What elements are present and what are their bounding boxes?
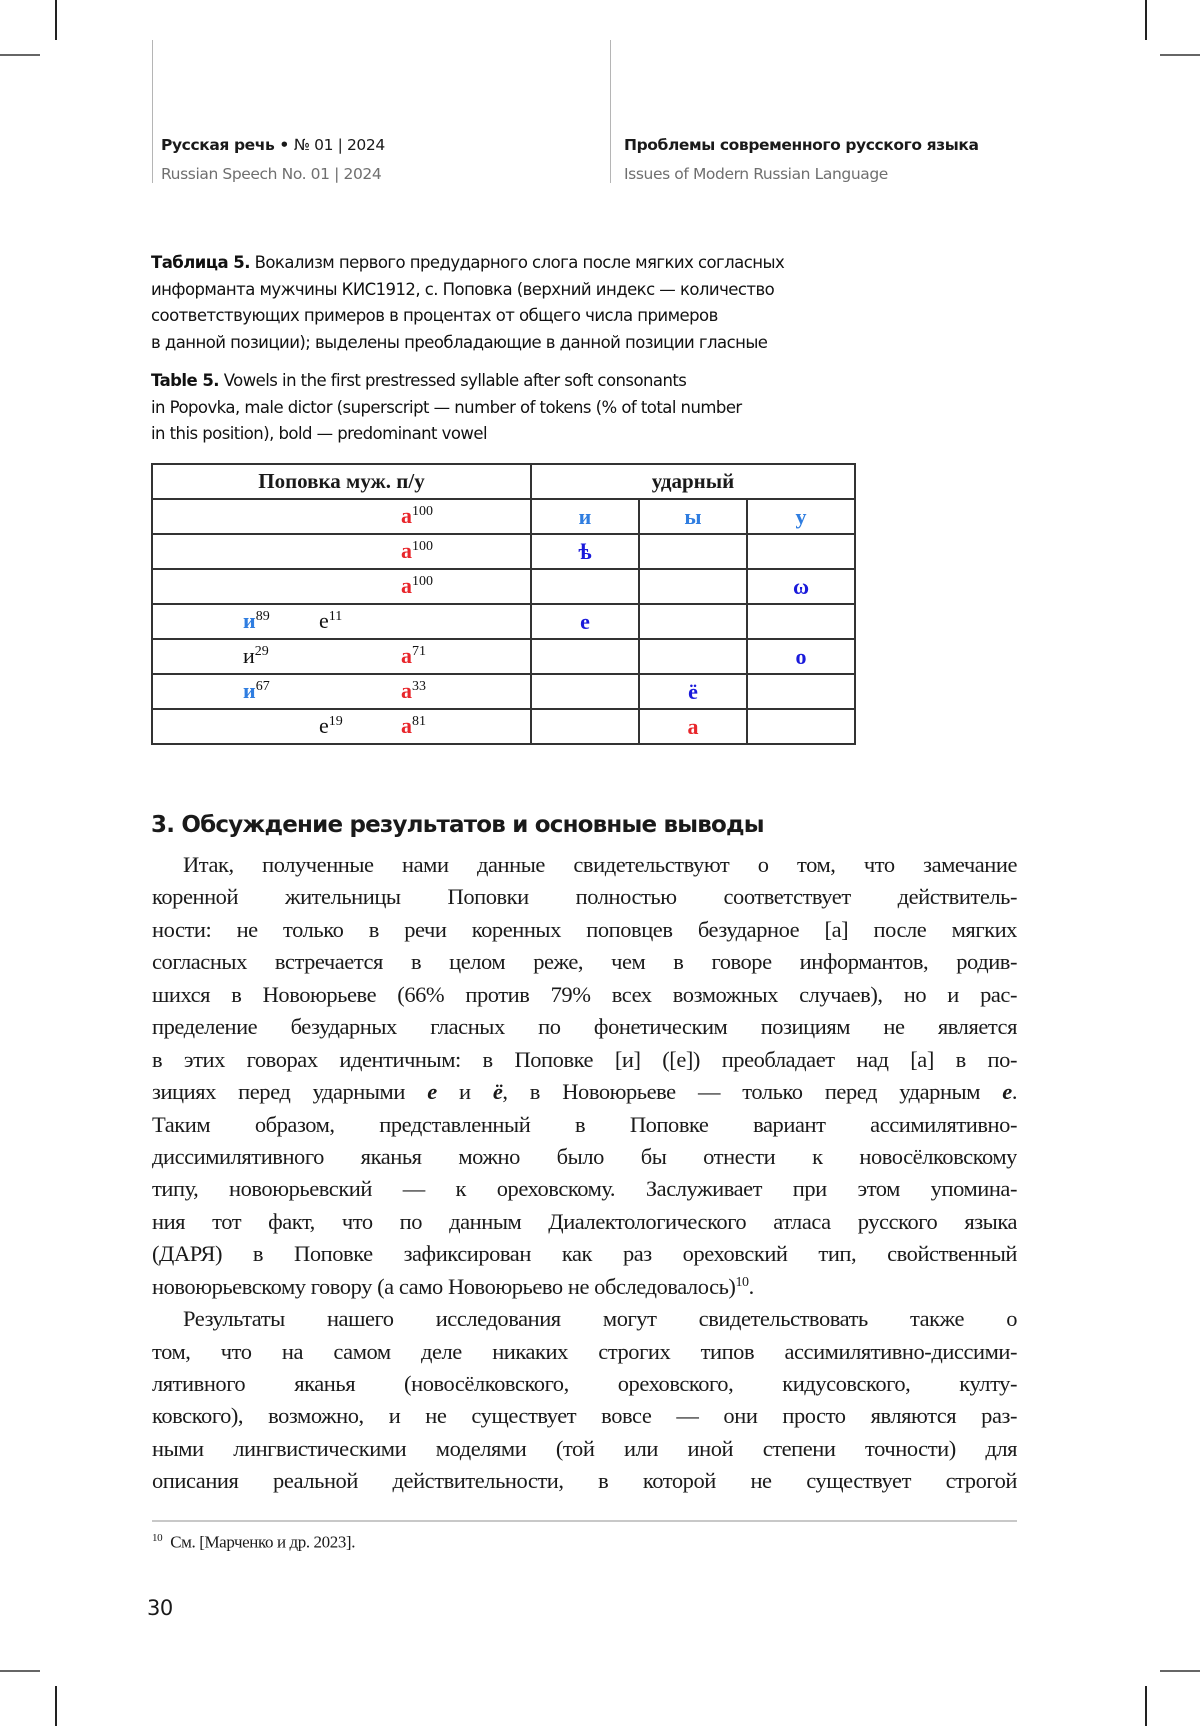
text-line: диссимилятивного яканья можно было бы отнести к новосёлковскому — [152, 1143, 1017, 1169]
vowel-with-percent: $е^{11}$ — [319, 608, 343, 633]
footnote — [152, 1532, 355, 1553]
vowel-with-percent: $а^{100}$ — [401, 503, 433, 528]
text-line — [152, 1076, 1017, 1108]
unstressed-cell — [152, 569, 531, 604]
text-line: ковского), возможно, и не существует вовсе — они просто являются раз- — [152, 1403, 1017, 1429]
unstressed-cell — [152, 709, 531, 744]
caption-line: соответствующих примеров в процентах от общего числа примеров — [151, 306, 718, 325]
footnote-number: 10 — [152, 1532, 163, 1544]
text-line: описания реальной действительности, в которой не существует строгой — [152, 1468, 1017, 1494]
stressed-vowel-cell: ы — [639, 499, 747, 534]
journal-title-en: Russian Speech No. 01 | 2024 — [161, 165, 382, 183]
header-divider — [152, 40, 153, 183]
percent: 100 — [412, 539, 433, 554]
stressed-vowel-cell — [747, 534, 855, 569]
crop-mark — [0, 54, 40, 56]
vowel-with-percent: $а^{81}$ — [401, 713, 426, 738]
stressed-vowel-cell: ѣ — [531, 534, 639, 569]
section-heading: 3. Обсуждение результатов и основные выводы — [151, 812, 764, 838]
stressed-vowel-cell — [747, 604, 855, 639]
issue-ru: № 01 | 2024 — [293, 136, 385, 154]
section-title-en: Issues of Modern Russian Language — [624, 165, 888, 183]
unstressed-cell — [152, 604, 531, 639]
percent: 11 — [328, 609, 343, 624]
table-caption-ru — [151, 250, 784, 356]
body-text — [152, 849, 1017, 1498]
emphasized-vowel: е — [1002, 1079, 1012, 1105]
unstressed-cell — [152, 639, 531, 674]
bullet: • — [274, 136, 294, 154]
vowel-with-percent: $а^{100}$ — [401, 538, 433, 563]
text-segment: зициях перед ударными — [152, 1079, 428, 1105]
vowel-table — [151, 463, 856, 745]
percent: 89 — [255, 609, 270, 624]
stressed-vowel-cell — [639, 534, 747, 569]
section-title-ru — [624, 136, 979, 154]
stressed-vowel-cell — [531, 639, 639, 674]
table-row — [152, 709, 855, 744]
stressed-vowel-cell — [531, 569, 639, 604]
stressed-vowel-cell: а — [639, 709, 747, 744]
stressed-vowel-cell: е — [531, 604, 639, 639]
table-row — [152, 534, 855, 569]
stressed-vowel-cell: о — [747, 639, 855, 674]
stressed-vowel-cell — [639, 569, 747, 604]
vowel-with-percent: $а^{33}$ — [401, 678, 426, 703]
caption-label: Table 5. — [151, 371, 220, 390]
text-line: коренной жительницы Поповки полностью соответствует действитель- — [152, 884, 1017, 910]
table-caption-en — [151, 368, 742, 448]
text-line: шихся в Новоюрьеве (66% против 79% всех возможных случаев), но и рас- — [152, 981, 1017, 1007]
vowel-with-percent: $и^{67}$ — [243, 678, 270, 703]
caption-line: информанта мужчины КИС1912, с. Поповка (верхний индекс — количество — [151, 279, 775, 299]
percent: 67 — [255, 679, 270, 694]
table-row — [152, 499, 855, 534]
text-line: Таким образом, представленный в Поповке вариант ассимилятивно- — [152, 1111, 1017, 1137]
text-line: ния тот факт, что по данным Диалектологического атласа русского языка — [152, 1208, 1017, 1234]
table-row — [152, 674, 855, 709]
footnote-ref[interactable]: 10 — [735, 1274, 749, 1290]
table-row — [152, 569, 855, 604]
text-line: Итак, полученные нами данные свидетельствуют о том, что замечание — [183, 852, 1017, 877]
stressed-vowel-cell — [639, 604, 747, 639]
footnote-rule — [152, 1520, 1017, 1522]
table-row — [152, 639, 855, 674]
journal-name: Русская речь — [161, 136, 275, 154]
section-ru: Проблемы современного русского языка — [624, 136, 979, 154]
stressed-vowel-cell: у — [747, 499, 855, 534]
stressed-vowel-cell: и — [531, 499, 639, 534]
journal-title-ru — [161, 136, 385, 154]
text-line: в этих говорах идентичным: в Поповке [и] ([е]) преобладает над [а] в по- — [152, 1046, 1017, 1072]
text-segment: . — [748, 1273, 754, 1299]
text-line: ными лингвистическими моделями (той или иной степени точности) для — [152, 1435, 1017, 1461]
crop-mark — [55, 1686, 57, 1726]
text-line — [152, 1271, 1017, 1303]
stressed-vowel-cell — [639, 639, 747, 674]
stressed-vowel-cell — [747, 674, 855, 709]
caption-label: Таблица 5. — [151, 253, 250, 272]
page-number: 30 — [147, 1596, 173, 1620]
vowel-with-percent: $и^{89}$ — [243, 608, 270, 633]
percent: 100 — [412, 574, 433, 589]
percent: 19 — [328, 714, 343, 729]
text-line: пределение безударных гласных по фонетическим позициям не является — [152, 1014, 1017, 1040]
percent: 81 — [412, 714, 426, 729]
caption-line: in Popovka, male dictor (superscript — number of tokens (% of total number — [151, 397, 742, 417]
stressed-vowel-cell — [531, 674, 639, 709]
caption-line: в данной позиции); выделены преобладающие в данной позиции гласные — [151, 332, 768, 352]
caption-line: Вокализм первого предударного слога после мягких согласных — [249, 253, 785, 272]
text-segment: . — [1011, 1079, 1017, 1105]
text-line: ности: не только в речи коренных поповцев безударное [а] после мягких — [152, 916, 1017, 942]
text-line: лятивного яканья (новосёлковского, ореховского, кидусовского, култу- — [152, 1371, 1017, 1396]
crop-mark — [1145, 1686, 1147, 1726]
text-line: Результаты нашего исследования могут свидетельствовать также о — [183, 1306, 1017, 1332]
caption-line: in this position), bold — predominant vowel — [151, 424, 487, 443]
text-line: типу, новоюрьевский — к ореховскому. Заслуживает при этом упомина- — [152, 1176, 1017, 1202]
caption-line: Vowels in the first prestressed syllable after soft consonants — [219, 371, 687, 390]
crop-mark — [1160, 54, 1200, 56]
header-popovka: Поповка муж. п/у — [152, 464, 531, 499]
emphasized-vowel: ё — [492, 1079, 503, 1105]
vowel-with-percent: $е^{19}$ — [319, 713, 343, 738]
stressed-vowel-cell — [531, 709, 639, 744]
stressed-vowel-cell: ω — [747, 569, 855, 604]
crop-mark — [55, 0, 57, 40]
crop-mark — [0, 1670, 40, 1672]
text-segment: новоюрьевскому говору (а само Новоюрьево не обследовалось) — [152, 1273, 736, 1299]
text-segment: , в Новоюрьеве — только перед ударным — [502, 1079, 1003, 1105]
unstressed-cell — [152, 534, 531, 569]
crop-mark — [1145, 0, 1147, 40]
footnote-text: См. [Марченко и др. 2023]. — [170, 1532, 356, 1552]
table-row — [152, 604, 855, 639]
crop-mark — [1160, 1670, 1200, 1672]
text-line: том, что на самом деле никаких строгих типов ассимилятивно-диссими- — [152, 1338, 1017, 1364]
stressed-vowel-cell: ё — [639, 674, 747, 709]
vowel-with-percent: $а^{71}$ — [401, 643, 426, 668]
stressed-vowel-cell — [747, 709, 855, 744]
unstressed-cell — [152, 499, 531, 534]
percent: 29 — [254, 644, 269, 659]
percent: 71 — [412, 644, 426, 659]
percent: 100 — [412, 504, 433, 519]
text-segment: и — [436, 1079, 493, 1105]
unstressed-cell — [152, 674, 531, 709]
vowel-with-percent: $а^{100}$ — [401, 573, 433, 598]
header-divider — [610, 40, 611, 183]
emphasized-vowel: е — [427, 1079, 437, 1105]
vowel-with-percent: $и^{29}$ — [243, 643, 269, 668]
header-stressed: ударный — [531, 464, 855, 499]
text-line: (ДАРЯ) в Поповке зафиксирован как раз ореховский тип, свойственный — [152, 1241, 1017, 1267]
text-line: согласных встречается в целом реже, чем в говоре информантов, родив- — [152, 949, 1017, 975]
percent: 33 — [412, 679, 426, 694]
